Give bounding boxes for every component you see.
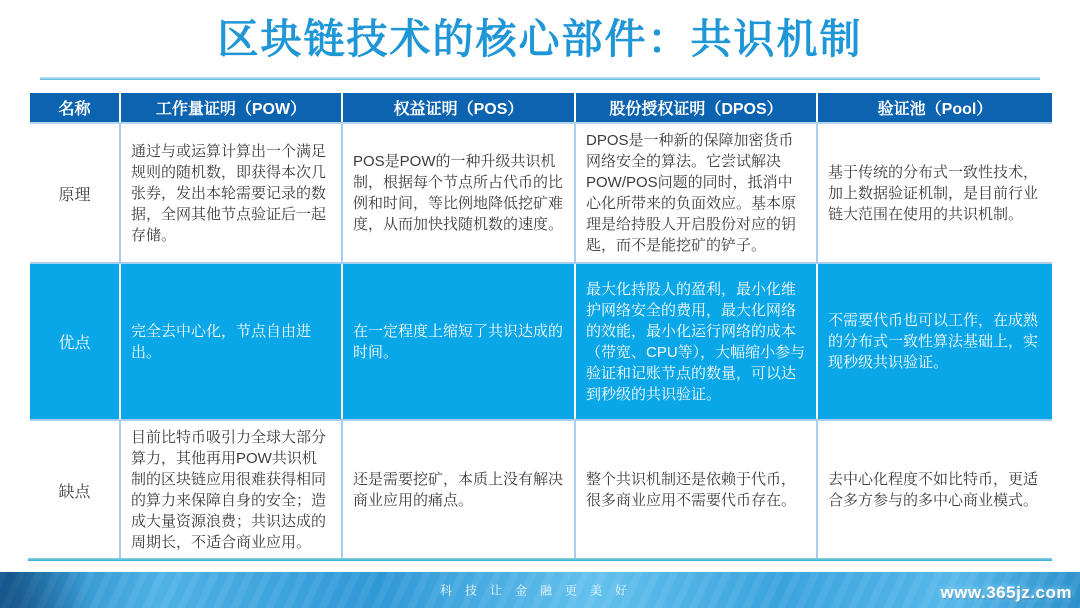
title-underline <box>40 77 1040 80</box>
table-header-row <box>30 93 1052 123</box>
cell-advantages-pool: 不需要代币也可以工作，在成熟的分布式一致性算法基础上，实现秒级共识验证。 <box>817 263 1052 420</box>
table-row-advantages <box>30 263 1052 420</box>
footer-divider <box>28 558 1052 561</box>
consensus-table <box>30 93 1052 559</box>
col-header-name: 名称 <box>30 93 120 123</box>
cell-advantages-pow: 完全去中心化，节点自由进出。 <box>120 263 342 420</box>
cell-disadvantages-dpos: 整个共识机制还是依赖于代币，很多商业应用不需要代币存在。 <box>575 420 817 559</box>
row-label-disadvantages: 缺点 <box>30 420 120 559</box>
site-watermark: www.365jz.com <box>940 583 1072 602</box>
cell-disadvantages-pool: 去中心化程度不如比特币，更适合多方参与的多中心商业模式。 <box>828 471 1039 509</box>
cell-advantages-dpos: 最大化持股人的盈利，最小化维护网络安全的费用，最大化网络的效能，最小化运行网络的成本（带宽、CPU等），大幅缩小参与验证和记账节点的数量，可以达到秒级的共识验证。 <box>575 263 817 420</box>
table-row-principle <box>30 123 1052 263</box>
row-label-advantages: 优点 <box>30 263 120 420</box>
col-header-pos: 权益证明（POS） <box>342 93 575 123</box>
table-row-disadvantages <box>30 420 1052 559</box>
footer-slogan: 科技让金融更美好 <box>439 583 641 598</box>
cell-principle-dpos: DPOS是一种新的保障加密货币网络安全的算法。它尝试解决POW/POS问题的同时，抵消中心化所带来的负面效应。基本原理是给持股人开启股份对应的钥匙，而不是能挖矿的铲子。 <box>575 123 817 263</box>
cell-disadvantages-pow: 目前比特币吸引力全球大部分算力，其他再用POW共识机制的区块链应用很难获得相同的算力来保障自身的安全；造成大量资源浪费；共识达成的周期长，不适合商业应用。 <box>120 420 342 559</box>
row-label-principle: 原理 <box>30 123 120 263</box>
col-header-dpos: 股份授权证明（DPOS） <box>575 93 817 123</box>
cell-advantages-pos: 在一定程度上缩短了共识达成的时间。 <box>342 263 575 420</box>
cell-principle-pow: 通过与或运算计算出一个满足规则的随机数，即获得本次几张券，发出本轮需要记录的数据，全网其他节点验证后一起存储。 <box>120 123 342 263</box>
cell-principle-pool: 基于传统的分布式一致性技术，加上数据验证机制，是目前行业链大范围在使用的共识机制。 <box>817 123 1052 263</box>
footer-banner <box>0 572 1080 608</box>
cell-principle-pos: POS是POW的一种升级共识机制，根据每个节点所占代币的比例和时间，等比例地降低挖矿难度，从而加快找随机数的速度。 <box>342 123 575 263</box>
cell-disadvantages-pos: 还是需要挖矿，本质上没有解决商业应用的痛点。 <box>342 420 575 559</box>
page-title: 区块链技术的核心部件：共识机制 <box>217 16 863 62</box>
col-header-pow: 工作量证明（POW） <box>120 93 342 123</box>
col-header-pool: 验证池（Pool） <box>817 93 1052 123</box>
